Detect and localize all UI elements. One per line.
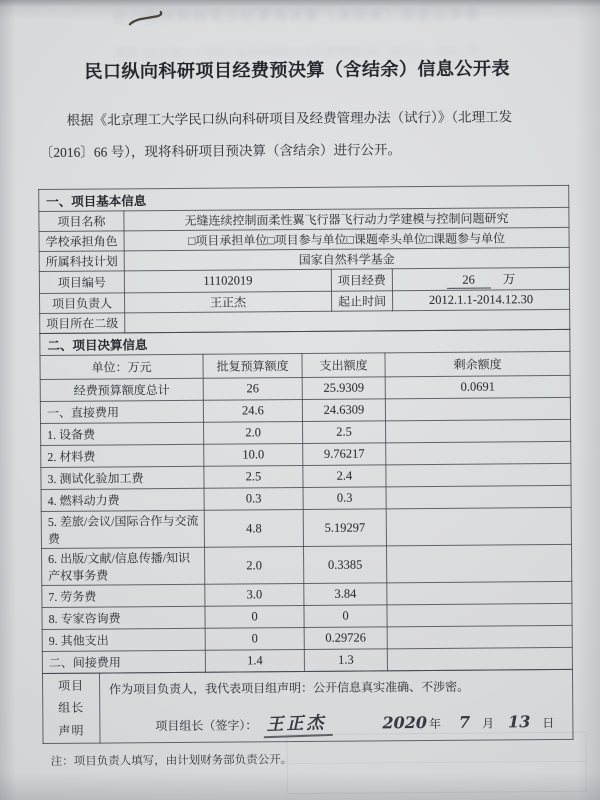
approved-value: 1.4 [205,649,304,672]
footnote: 注：项目负责人填写，由计划财务部负责公开。 [50,754,293,768]
intro-paragraph-line1: 根据《北京理工大学民口纵向科研项目及经费管理办法（试行）》（北理工发 [66,109,513,128]
spent-value: 5.19297 [303,509,386,547]
approved-value: 4.8 [204,509,303,547]
statement-text: 作为项目负责人，我代表项目组声明：公开信息真实准确、不涉密。 [109,679,470,697]
program-label: 所属科技计划 [39,251,124,272]
basic-info-table [38,185,570,334]
approved-value: 2.0 [204,546,303,584]
remaining-value [386,463,571,486]
intro-paragraph-line2: 〔2016〕66 号），现将科研项目预决算（含结余）进行公开。 [39,142,402,161]
budget-row [42,544,572,585]
row-label: 3. 测试化验加工费 [41,466,204,489]
statement-label-cell [42,673,100,743]
budget-table [39,329,573,674]
period-label: 起止时间 [331,291,392,311]
approved-value: 3.0 [205,583,304,606]
row-label: 6. 出版/文献/信息传播/知识产权事务费 [42,547,205,585]
remaining-value [386,485,571,508]
bleed-through-table-lines [286,732,586,794]
funds-amount: 26 [446,272,491,288]
row-label: 9. 其他支出 [42,628,205,651]
section-title: 二、项目决算信息 [40,329,570,355]
remaining-value: 0.0691 [385,375,570,398]
row-label: 经费预算额度总计 [40,378,203,401]
program-value: 国家自然科学基金 [124,247,569,270]
spent-value: 0 [304,605,387,628]
date-year-unit: 年 [428,716,442,731]
project-leader-value: 王正杰 [124,291,331,313]
approved-value: 2.5 [204,465,303,488]
remaining-value [386,544,571,582]
remaining-value [386,419,571,442]
remaining-value [387,581,572,604]
spent-value: 9.76217 [303,443,386,466]
col-header-approved: 批复预算额度 [203,353,302,378]
row-label: 1. 设备费 [41,422,204,445]
date-day: 13 [508,712,531,732]
remaining-value [386,507,571,545]
row-label: 4. 燃料动力费 [41,488,204,511]
spent-value: 2.4 [303,465,386,488]
date-month-unit: 月 [482,716,495,731]
spent-value: 0.29726 [304,627,387,650]
approved-value: 10.0 [204,443,303,466]
remaining-value [387,625,572,648]
bleed-through-text: 民口纵向科研项目经费预决算（含结余）信息公开表 [112,7,481,27]
project-leader-label: 项目负责人 [39,293,124,314]
project-number-label: 项目编号 [39,271,124,294]
spent-value: 24.6309 [302,399,385,422]
date-day-unit: 日 [542,716,555,731]
approved-value: 2.0 [204,421,303,444]
project-funds-value [392,267,569,290]
row-label: 7. 劳务费 [42,584,205,607]
school-role-label: 学校承担角色 [39,231,124,252]
date-month: 7 [458,712,471,732]
remaining-value [387,647,572,670]
bleed-through-text: 根据《北京理工大学民口纵向科研项目及经费管理办法（试行）》（北理工发 [115,44,479,61]
project-number-value: 11102019 [124,269,331,293]
signature-date [382,712,556,732]
approved-value: 0.3 [204,487,303,510]
approved-value: 24.6 [203,399,302,422]
spent-value: 25.9309 [302,377,385,400]
row-label: 8. 专家咨询费 [42,606,205,629]
sign-label: 项目组长（签字）： [155,718,258,734]
remaining-value [385,397,570,420]
project-funds-label: 项目经费 [331,269,392,291]
project-name-label: 项目名称 [39,211,124,232]
document-title: 民口纵向科研项目经费预决算（含结余）信息公开表 [84,58,511,83]
approved-value: 0 [205,605,304,628]
spent-value: 0.3 [303,487,386,510]
col-header-spent: 支出额度 [302,353,385,378]
row-label: 2. 材料费 [41,444,204,467]
statement-label: 项目组长声明 [58,678,85,738]
row-label: 一、直接费用 [40,400,203,423]
spent-value: 0.3385 [303,546,386,584]
spent-value: 3.84 [304,583,387,606]
date-year: 2020 [382,713,428,733]
budget-row [41,507,571,548]
staple-mark-icon [127,10,167,28]
spent-value: 2.5 [303,421,386,444]
remaining-value [386,441,571,464]
col-header-unit: 单位：万元 [40,354,203,379]
approved-value: 0 [205,627,304,650]
spent-value: 1.3 [304,649,387,672]
funds-unit: 万 [502,272,516,287]
leader-signature: 王正杰 [263,708,333,738]
approved-value: 26 [203,377,302,400]
school-role-checkboxes: □项目承担单位□项目参与单位□课题牵头单位□课题参与单位 [124,227,569,250]
section-title: 一、项目基本信息 [39,185,569,211]
remaining-value [387,603,572,626]
department-label: 项目所在二级 [40,313,125,334]
project-name-value: 无缝连续控制面柔性翼飞行器飞行动力学建模与控制问题研究 [124,207,569,230]
col-header-remaining: 剩余额度 [385,351,570,376]
period-value: 2012.1.1-2014.12.30 [392,289,569,310]
row-label: 5. 差旅/会议/国际合作与交流费 [41,510,204,548]
row-label: 二、间接费用 [42,650,205,673]
